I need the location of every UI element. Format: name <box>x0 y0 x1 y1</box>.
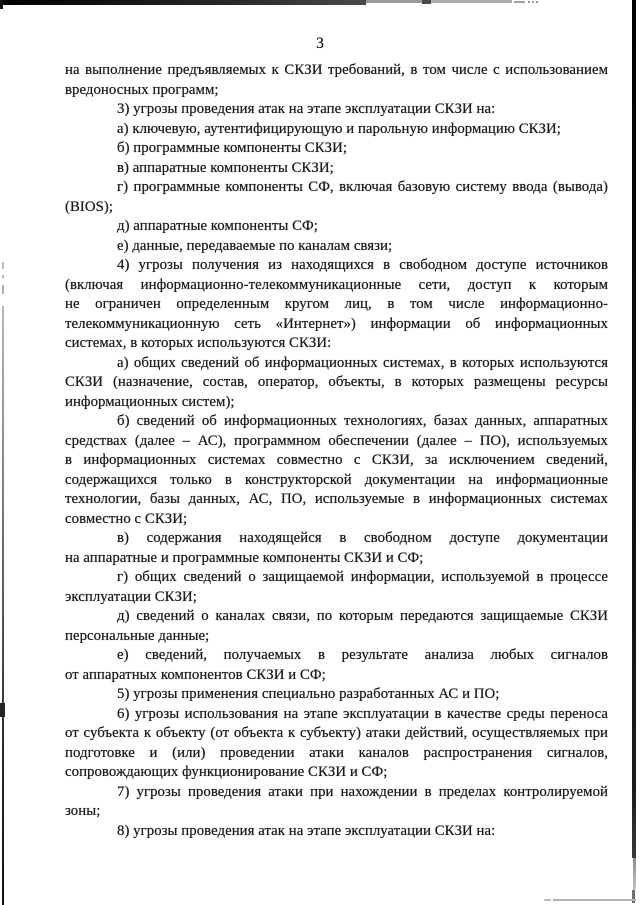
paragraph <box>65 568 608 607</box>
paragraph <box>65 412 608 529</box>
text-line: 5) угрозы применения специально разработанных АС и ПО; <box>117 686 500 702</box>
text-line: в) содержания находящейся в свободном доступе документации <box>117 530 608 546</box>
paragraph <box>65 178 608 217</box>
text-line: б) сведений об информационных технологиях, базах данных, аппаратных <box>117 413 608 429</box>
paragraph <box>65 61 608 100</box>
paragraph <box>65 607 608 646</box>
paragraph <box>65 100 608 120</box>
text-line: д) сведений о каналах связи, по которым передаются защищаемые СКЗИ <box>117 608 608 624</box>
text-line: от субъекта к объекту (от объекта к субъекту) атаки действий, осуществляемых при <box>65 725 608 741</box>
paragraph <box>65 529 608 568</box>
paragraph <box>65 217 608 237</box>
text-line: телекоммуникационную сеть «Интернет») информации об информационных <box>65 315 608 332</box>
text-line: персональные данные; <box>65 627 210 644</box>
text-line: б) программные компоненты СКЗИ; <box>117 140 348 156</box>
text-line: информационных систем); <box>65 393 235 410</box>
text-line: подготовке и (или) проведении атаки каналов распространения сигналов, <box>65 744 608 761</box>
paragraph <box>65 646 608 685</box>
text-line: средствах (далее – АС), программном обеспечении (далее – ПО), используемых <box>65 432 608 449</box>
text-line: г) общих сведений о защищаемой информации, используемой в процессе <box>117 569 608 585</box>
text-line: в информационных системах совместно с СКЗИ, за исключением сведений, <box>65 452 608 468</box>
paragraph <box>65 822 608 842</box>
paragraph <box>65 159 608 179</box>
text-line: зоны; <box>65 803 101 819</box>
text-line: 4) угрозы получения из находящихся в свободном доступе источников <box>117 257 608 273</box>
text-line: на выполнение предъявляемых к СКЗИ требований, в том числе с использованием <box>65 62 608 78</box>
scan-edge-bottom-right-dash <box>544 899 551 901</box>
scan-edge-right-bar-bottom <box>632 890 635 903</box>
text-line: а) ключевую, аутентифицирующую и парольную информацию СКЗИ; <box>117 120 561 137</box>
text-line: от аппаратных компонентов СКЗИ и СФ; <box>65 666 326 683</box>
text-line: СКЗИ (назначение, состав, оператор, объекты, в которых размещены ресурсы <box>65 374 608 390</box>
paragraph <box>65 139 608 159</box>
text-line: сопровождающих функционирование СКЗИ и СФ; <box>65 764 388 780</box>
paragraph <box>65 256 608 354</box>
paragraph <box>65 705 608 783</box>
text-line: 7) угрозы проведения атаки при нахождении в пределах контролируемой <box>117 783 608 800</box>
text-line: г) программные компоненты СФ, включая базовую систему ввода (вывода) <box>117 179 608 195</box>
paragraph <box>65 237 608 257</box>
text-line: вредоносных программ; <box>65 81 219 98</box>
text-line: е) данные, передаваемые по каналам связи; <box>117 237 393 254</box>
text-line: 3) угрозы проведения атак на этапе эксплуатации СКЗИ на: <box>117 101 496 117</box>
paragraph <box>65 354 608 413</box>
text-line: (включая информационно-телекоммуникационные сети, доступ к которым <box>65 276 608 293</box>
text-line: 8) угрозы проведения атак на этапе эксплуатации СКЗИ на: <box>117 822 496 839</box>
text-line: (BIOS); <box>65 198 114 215</box>
text-line: е) сведений, получаемых в результате анализа любых сигналов <box>117 647 608 663</box>
text-line: не ограничен определенным кругом лиц, в том числе информационно- <box>65 296 608 312</box>
text-line: в) аппаратные компоненты СКЗИ; <box>117 159 334 176</box>
page-number: 3 <box>316 35 324 52</box>
text-line: на аппаратные и программные компоненты СКЗИ и СФ; <box>65 549 424 566</box>
paragraph <box>65 120 608 140</box>
text-line: а) общих сведений об информационных системах, в которых используются <box>117 354 608 371</box>
text-line: содержащихся только в конструкторской документации на информационные <box>65 471 608 488</box>
text-line: совместно с СКЗИ; <box>65 510 188 527</box>
scan-edge-right-bar-fade <box>633 858 636 890</box>
paragraph <box>65 685 608 705</box>
text-line: д) аппаратные компоненты СФ; <box>117 218 318 234</box>
text-line: системах, в которых используются СКЗИ: <box>65 335 332 351</box>
document-text <box>0 61 640 841</box>
text-line: технологии, базы данных, АС, ПО, используемые в информационных системах <box>65 491 608 507</box>
text-line: эксплуатации СКЗИ; <box>65 588 197 605</box>
text-line: 6) угрозы использования на этапе эксплуатации в качестве среды переноса <box>117 705 608 722</box>
paragraph <box>65 783 608 822</box>
scan-edge-bottom-right-line <box>553 899 636 901</box>
